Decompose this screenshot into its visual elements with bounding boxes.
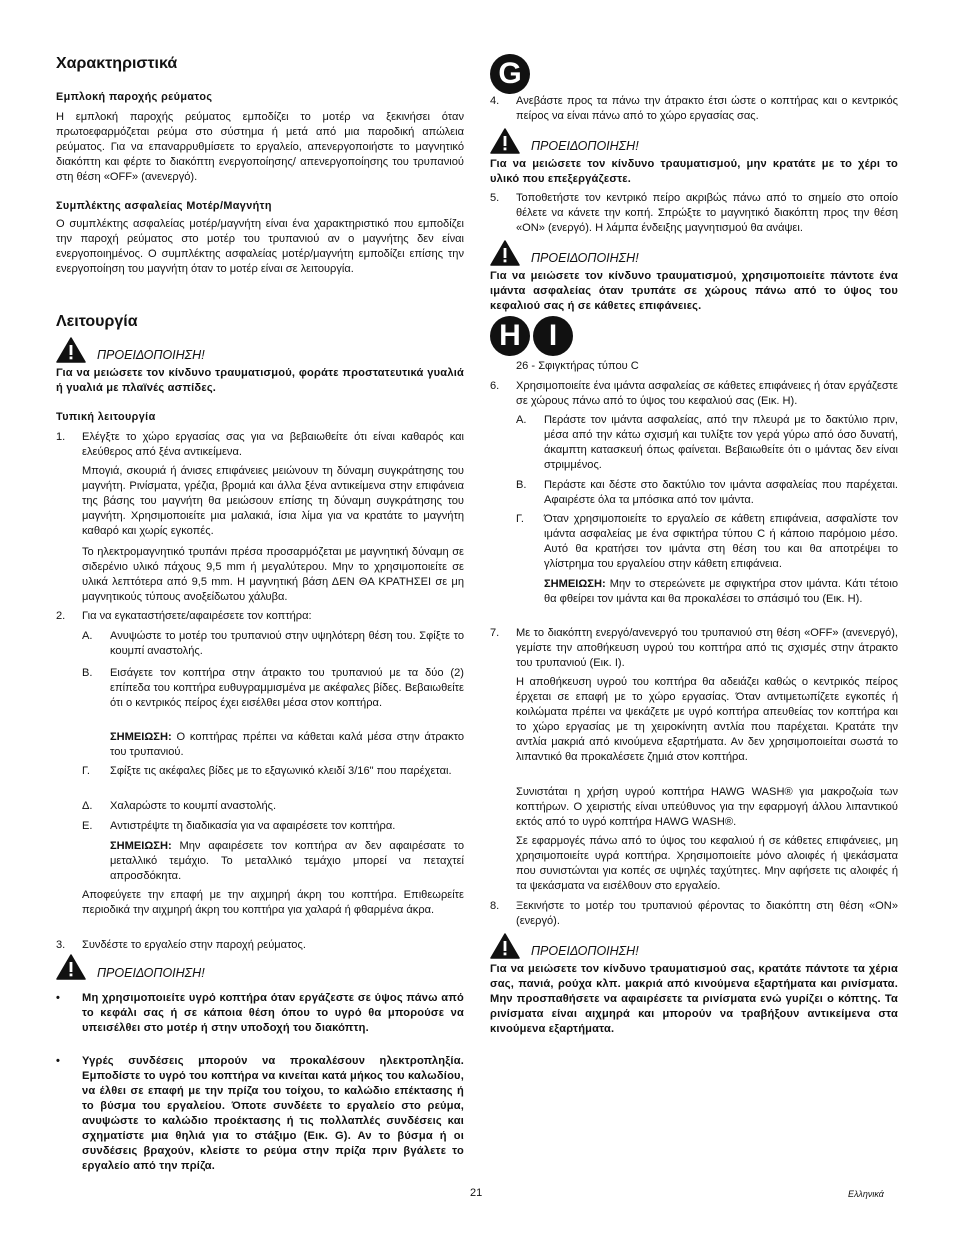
page-number: 21: [470, 1187, 483, 1199]
substep-letter: Β.: [82, 667, 93, 679]
substep-c-text: Όταν χρησιμοποιείτε το εργαλείο σε κάθετη επιφάνεια, ασφαλίστε τον ιμάντα ασφαλείας με ένα σφικτήρα τύπου C ή κάποιο παρόμοιο μέσο. Αυτό θα κρατήσει τον ιμάντα στη θέση του και θα αποτρέψει το γλίστρημα του εργαλείου στην κάθετη επιφάνεια.: [544, 513, 898, 570]
figure-i-badge: I: [533, 316, 573, 356]
step-2-text: Για να εγκαταστήσετε/αφαιρέσετε τον κοπτήρα:: [82, 610, 312, 622]
figure-caption: 26 - Σφιγκτήρας τύπου C: [516, 360, 639, 372]
substep-b-note: [110, 730, 464, 760]
step-number: 4.: [490, 95, 500, 107]
warning-icon: [490, 933, 520, 959]
step-7-para-3: Συνιστάται η χρήση υγρού κοπτήρα HAWG WASH® για μακροζωία των κοπτήρων. Ο χειριστής είναι υπεύθυνος για την εφαρμογή άλλου λιπαντικού εκτός από το υγρό κοπτήρα HAWG WASH®.: [516, 786, 898, 828]
substep-b-text: Εισάγετε τον κοπτήρα στην άτρακτο του τρυπανιού με τα δύο (2) επίπεδα του κοπτήρα ευθυγραμμισμένα με ακέφαλες βίδες. Βεβαιωθείτε ότι ο κεντρικός πείρος έχει εισέλθει μέσα στον κοπτήρα.: [110, 667, 464, 709]
note-label: ΣΗΜΕΙΩΣΗ:: [544, 578, 606, 590]
figure-h-badge: H: [490, 316, 530, 356]
warning-text: Για να μειώσετε τον κίνδυνο τραυματισμού, χρησιμοποιείτε πάντοτε ένα ιμάντα ασφαλείας όταν τρυπάτε σε χώρους πάνω από το ύψος του κεφαλιού σας ή σε κάθετες επιφάνειες.: [490, 270, 898, 312]
warning-icon: [490, 128, 520, 154]
warning-title: ΠΡΟΕΙΔΟΠΟΙΗΣΗ!: [97, 348, 205, 362]
substep-c-text: Σφίξτε τις ακέφαλες βίδες με το εξαγωνικό κλειδί 3/16" που παρέχεται.: [110, 765, 452, 777]
substep-c-note: [544, 577, 898, 607]
substep-letter: Γ.: [82, 765, 90, 777]
figure-g-badge: G: [490, 54, 530, 94]
clutch-title: Συμπλέκτης ασφαλείας Μοτέρ/Μαγνήτη: [56, 200, 272, 212]
warning-text: Για να μειώσετε τον κίνδυνο τραυματισμού, μην κρατάτε με το χέρι το υλικό που επεξεργάζεστε.: [490, 158, 898, 185]
power-interlock-text: Η εμπλοκή παροχής ρεύματος εμποδίζει το μοτέρ να ξεκινήσει όταν πρωτοεφαρμόζεται ρεύμα στο σύστημα ή μετά από μια παροδική απώλεια ρεύματος. Για να επαναρρυθμίσετε το εργαλείο, απενεργοποιήστε το μαγνητικό διακόπτη και φέρτε το διακόπτη ενεργοποίησης/ απενεργοποίησης του τρυπανιού στη θέση «OFF» (ανενεργό).: [56, 111, 464, 183]
substep-letter: Β.: [516, 479, 527, 491]
substep-d-text: Χαλαρώστε το κουμπί αναστολής.: [110, 800, 277, 812]
note-text: Μην αφαιρέσετε τον κοπτήρα αν δεν αφαιρέσατε το μεταλλικό τεμάχιο. Το μεταλλικό τεμάχιο μπορεί να πεταχτεί απροσδόκητα.: [110, 840, 464, 882]
step-number: 2.: [56, 610, 66, 622]
power-interlock-title: Εμπλοκή παροχής ρεύματος: [56, 91, 213, 103]
features-heading: Χαρακτηριστικά: [56, 55, 178, 72]
step-4-text: Ανεβάστε προς τα πάνω την άτρακτο έτσι ώστε ο κοπτήρας και ο κεντρικός πείρος να είναι πάνω από το χώρο εργασίας σας.: [516, 95, 898, 122]
step-5-text: Τοποθετήστε τον κεντρικό πείρο ακριβώς πάνω από το σημείο στο οποίο θέλετε να κάνετε την κοπή. Σπρώξτε το μαγνητικό διακόπτη προς την θέση «ON» (ενεργό). Η λάμπα ένδειξης μαγνητισμού θα ανάψει.: [516, 192, 898, 234]
step-number: 5.: [490, 192, 500, 204]
note-text: Ο κοπτήρας πρέπει να κάθεται καλά μέσα στην άτρακτο του τρυπανιού.: [110, 731, 464, 758]
step-7-para-2: Η αποθήκευση υγρού του κοπτήρα θα αδειάζει καθώς ο κεντρικός πείρος έρχεται σε επαφή με το χώρο εργασίας. Όταν αντιμετωπίζετε εγκοπές ή κοιλώματα πρέπει να ψεκάζετε με υγρό κοπτήρα απευθείας τον κοπτήρα και το χώρο εργασίας με τη χειροκίνητη αντλία που παρέχεται. Κρατάτε την αντλία μακριά από κινούμενα εξαρτήματα. Αν δεν χρησιμοποιείται σωστά το λιπαντικό θα προκαλέσετε ζημιά στον κοπτήρα.: [516, 676, 898, 763]
substep-a-text: Ανυψώστε το μοτέρ του τρυπανιού στην υψηλότερη θέση του. Σφίξτε το κουμπί αναστολής.: [110, 630, 464, 657]
step-number: 3.: [56, 939, 66, 951]
step-2-para-2: Αποφεύγετε την επαφή με την αιχμηρή άκρη του κοπτήρα. Επιθεωρείτε περιοδικά την αιχμηρή άκρη του κοπτήρα για χαλαρά ή φθαρμένα άκρα.: [82, 889, 464, 916]
substep-e-note: [110, 839, 464, 884]
substep-letter: Γ.: [516, 513, 524, 525]
step-3-text: Συνδέστε το εργαλείο στην παροχή ρεύματος.: [82, 939, 306, 951]
warning-title: ΠΡΟΕΙΔΟΠΟΙΗΣΗ!: [97, 966, 205, 980]
step-1-para-2: Μπογιά, σκουριά ή άνισες επιφάνειες μειώνουν τη δύναμη συγκράτησης του μαγνήτη. Ρινίσματα, γρέζια, βρομιά και άλλα ξένα αντικείμενα στην επιφάνεια της βάσης του μαγνήτη θα μειώσουν επίσης τη δύναμη συγκράτησης του μαγνήτη. Χρησιμοποιείτε μια μαλακιά, ίσια λίμα για να κρατάτε το μαγνήτη καθαρό και χωρίς εγκοπές.: [82, 465, 464, 537]
step-7-text: Με το διακόπτη ενεργό/ανενεργό του τρυπανιού στη θέση «OFF» (ανενεργό), γεμίστε την αποθήκευση υγρού του κοπτήρα από τις σχισμές στην άτρακτο του τρυπανιού (Εικ. I).: [516, 627, 898, 669]
step-6-text: Χρησιμοποιείτε ένα ιμάντα ασφαλείας σε κάθετες επιφάνειες ή όταν εργάζεστε σε χώρους πάνω από το ύψος του κεφαλιού σας (Εικ. Η).: [516, 380, 898, 407]
step-number: 6.: [490, 380, 500, 392]
substep-letter: Ε.: [82, 820, 93, 832]
note-label: ΣΗΜΕΙΩΣΗ:: [110, 840, 172, 852]
warning-title: ΠΡΟΕΙΔΟΠΟΙΗΣΗ!: [531, 251, 639, 265]
step-number: 1.: [56, 431, 66, 443]
substep-e-text: Αντιστρέψτε τη διαδικασία για να αφαιρέσετε τον κοπτήρα.: [110, 820, 396, 832]
clutch-text: Ο συμπλέκτης ασφαλείας μοτέρ/μαγνήτη είναι ένα χαρακτηριστικό που εμποδίζει την παροχή ρεύματος στο μοτέρ του τρυπανιού αν ο μαγνήτης δεν είναι ενεργοποιημένος. Ο συμπλέκτης ασφαλείας μοτέρ/μαγνήτη εμποδίζει επίσης την ενεργοποίηση του μαγνήτη όταν το μοτέρ είναι σε λειτουργία.: [56, 218, 464, 275]
bullet: •: [56, 1055, 61, 1067]
language-label: Ελληνικά: [848, 1189, 884, 1199]
warning-icon: [56, 337, 86, 363]
step-number: 7.: [490, 627, 500, 639]
warning-title: ΠΡΟΕΙΔΟΠΟΙΗΣΗ!: [531, 944, 639, 958]
step-1-text: Ελέγξτε το χώρο εργασίας σας για να βεβαιωθείτε ότι είναι καθαρός και ελεύθερος από ξένα αντικείμενα.: [82, 431, 464, 458]
substep-a-text: Περάστε τον ιμάντα ασφαλείας, από την πλευρά με το δακτύλιο πριν, μέσα από την κάτω σχισμή και τυλίξτε τον γερά γύρω από όσο δυνατή, άκαμπτη κατασκευή όπως φαίνεται. Βεβαιωθείτε ότι ο ιμάντας δεν είναι στριμμένος.: [544, 414, 898, 471]
step-number: 8.: [490, 900, 500, 912]
step-1-para-3: Το ηλεκτρομαγνητικό τρυπάνι πρέσα προσαρμόζεται με μαγνητική δύναμη σε σιδερένιο υλικό πάχους 9,5 mm ή μεγαλύτερου. Μην το χρησιμοποιείτε σε υλικά λεπτότερα από 9,5 mm. Η μαγνητική βάση ΔΕΝ ΘΑ ΚΡΑΤΗΣΕΙ σε μη μαγνητικούς τύπους ανοξείδωτου χάλυβα.: [82, 546, 464, 603]
warning-icon: [56, 954, 86, 980]
step-7-para-4: Σε εφαρμογές πάνω από το ύψος του κεφαλιού ή σε κάθετες επιφάνειες, μη χρησιμοποιείτε υγρά κοπτήρα. Χρησιμοποιείτε μόνο αλοιφές ή ψεκάσματα που συνιστώνται για κοπές σε υψηλές ταχύτητες. Μην αφήσετε τις αλοιφές ή τα ψεκάσματα να εισέλθουν στο εργαλείο.: [516, 835, 898, 892]
warning-text: Για να μειώσετε τον κίνδυνο τραυματισμού, φοράτε προστατευτικά γυαλιά ή γυαλιά με πλαϊνές ασπίδες.: [56, 367, 464, 394]
typical-operation-title: Τυπική λειτουργία: [56, 411, 156, 423]
warning-icon: [490, 240, 520, 266]
note-label: ΣΗΜΕΙΩΣΗ:: [110, 731, 172, 743]
substep-b-text: Περάστε και δέστε στο δακτύλιο τον ιμάντα ασφαλείας που παρέχεται. Αφαιρέστε όλα τα μπόσικα από τον ιμάντα.: [544, 479, 898, 506]
substep-letter: Α.: [516, 414, 527, 426]
substep-letter: Α.: [82, 630, 93, 642]
step-8-text: Ξεκινήστε το μοτέρ του τρυπανιού φέροντας το διακόπτη στη θέση «ON» (ενεργό).: [516, 900, 898, 927]
warning-text: Για να μειώσετε τον κίνδυνο τραυματισμού σας, κρατάτε πάντοτε τα χέρια σας, πανιά, ρούχα κλπ. μακριά από κινούμενα εξαρτήματα και ρινίσματα. Μην προσπαθήσετε να αφαιρέσετε τα ρινίσματα ενώ γυρίζει ο κόπτης. Τα ρινίσματα είναι αιχμηρά και μπορούν να τραβήξουν αντικείμενα στα κινούμενα εξαρτήματα.: [490, 963, 898, 1035]
note-text: Μην το στερεώνετε με σφιγκτήρα στον ιμάντα. Κάτι τέτοιο θα φθείρει τον ιμάντα και θα προκαλέσει το σπάσιμό του (Εικ. Η).: [544, 578, 898, 605]
substep-letter: Δ.: [82, 800, 93, 812]
warning-bullet-2: Υγρές συνδέσεις μπορούν να προκαλέσουν ηλεκτροπληξία. Εμποδίστε το υγρό του κοπτήρα να κινείται κατά μήκος του καλωδίου, να έλθει σε επαφή με την πρίζα του τοίχου, το καλώδιο επέκτασης ή το βύσμα του εργαλείου. Όποτε συνδέετε το εργαλείο στο ρεύμα, ανυψώστε το καλώδιο προέκτασης ή τις πολλαπλές συνδέσεις και σχηματίστε μια θηλιά για το στάξιμο (Εικ. G). Αν το βύσμα ή οι συνδέσεις βραχούν, κλείστε το ρεύμα στην πρίζα πριν βγάλετε το εργαλείο από την πρίζα.: [82, 1055, 464, 1172]
warning-title: ΠΡΟΕΙΔΟΠΟΙΗΣΗ!: [531, 139, 639, 153]
operation-heading: Λειτουργία: [56, 313, 138, 330]
bullet: •: [56, 992, 61, 1004]
warning-bullet-1: Μη χρησιμοποιείτε υγρό κοπτήρα όταν εργάζεστε σε ύψος πάνω από το κεφάλι σας ή σε κάποια θέση όπου το υγρό θα μπορούσε να υπεισέλθει στο μοτέρ ή στην υποδοχή του διακόπτη.: [82, 992, 464, 1034]
